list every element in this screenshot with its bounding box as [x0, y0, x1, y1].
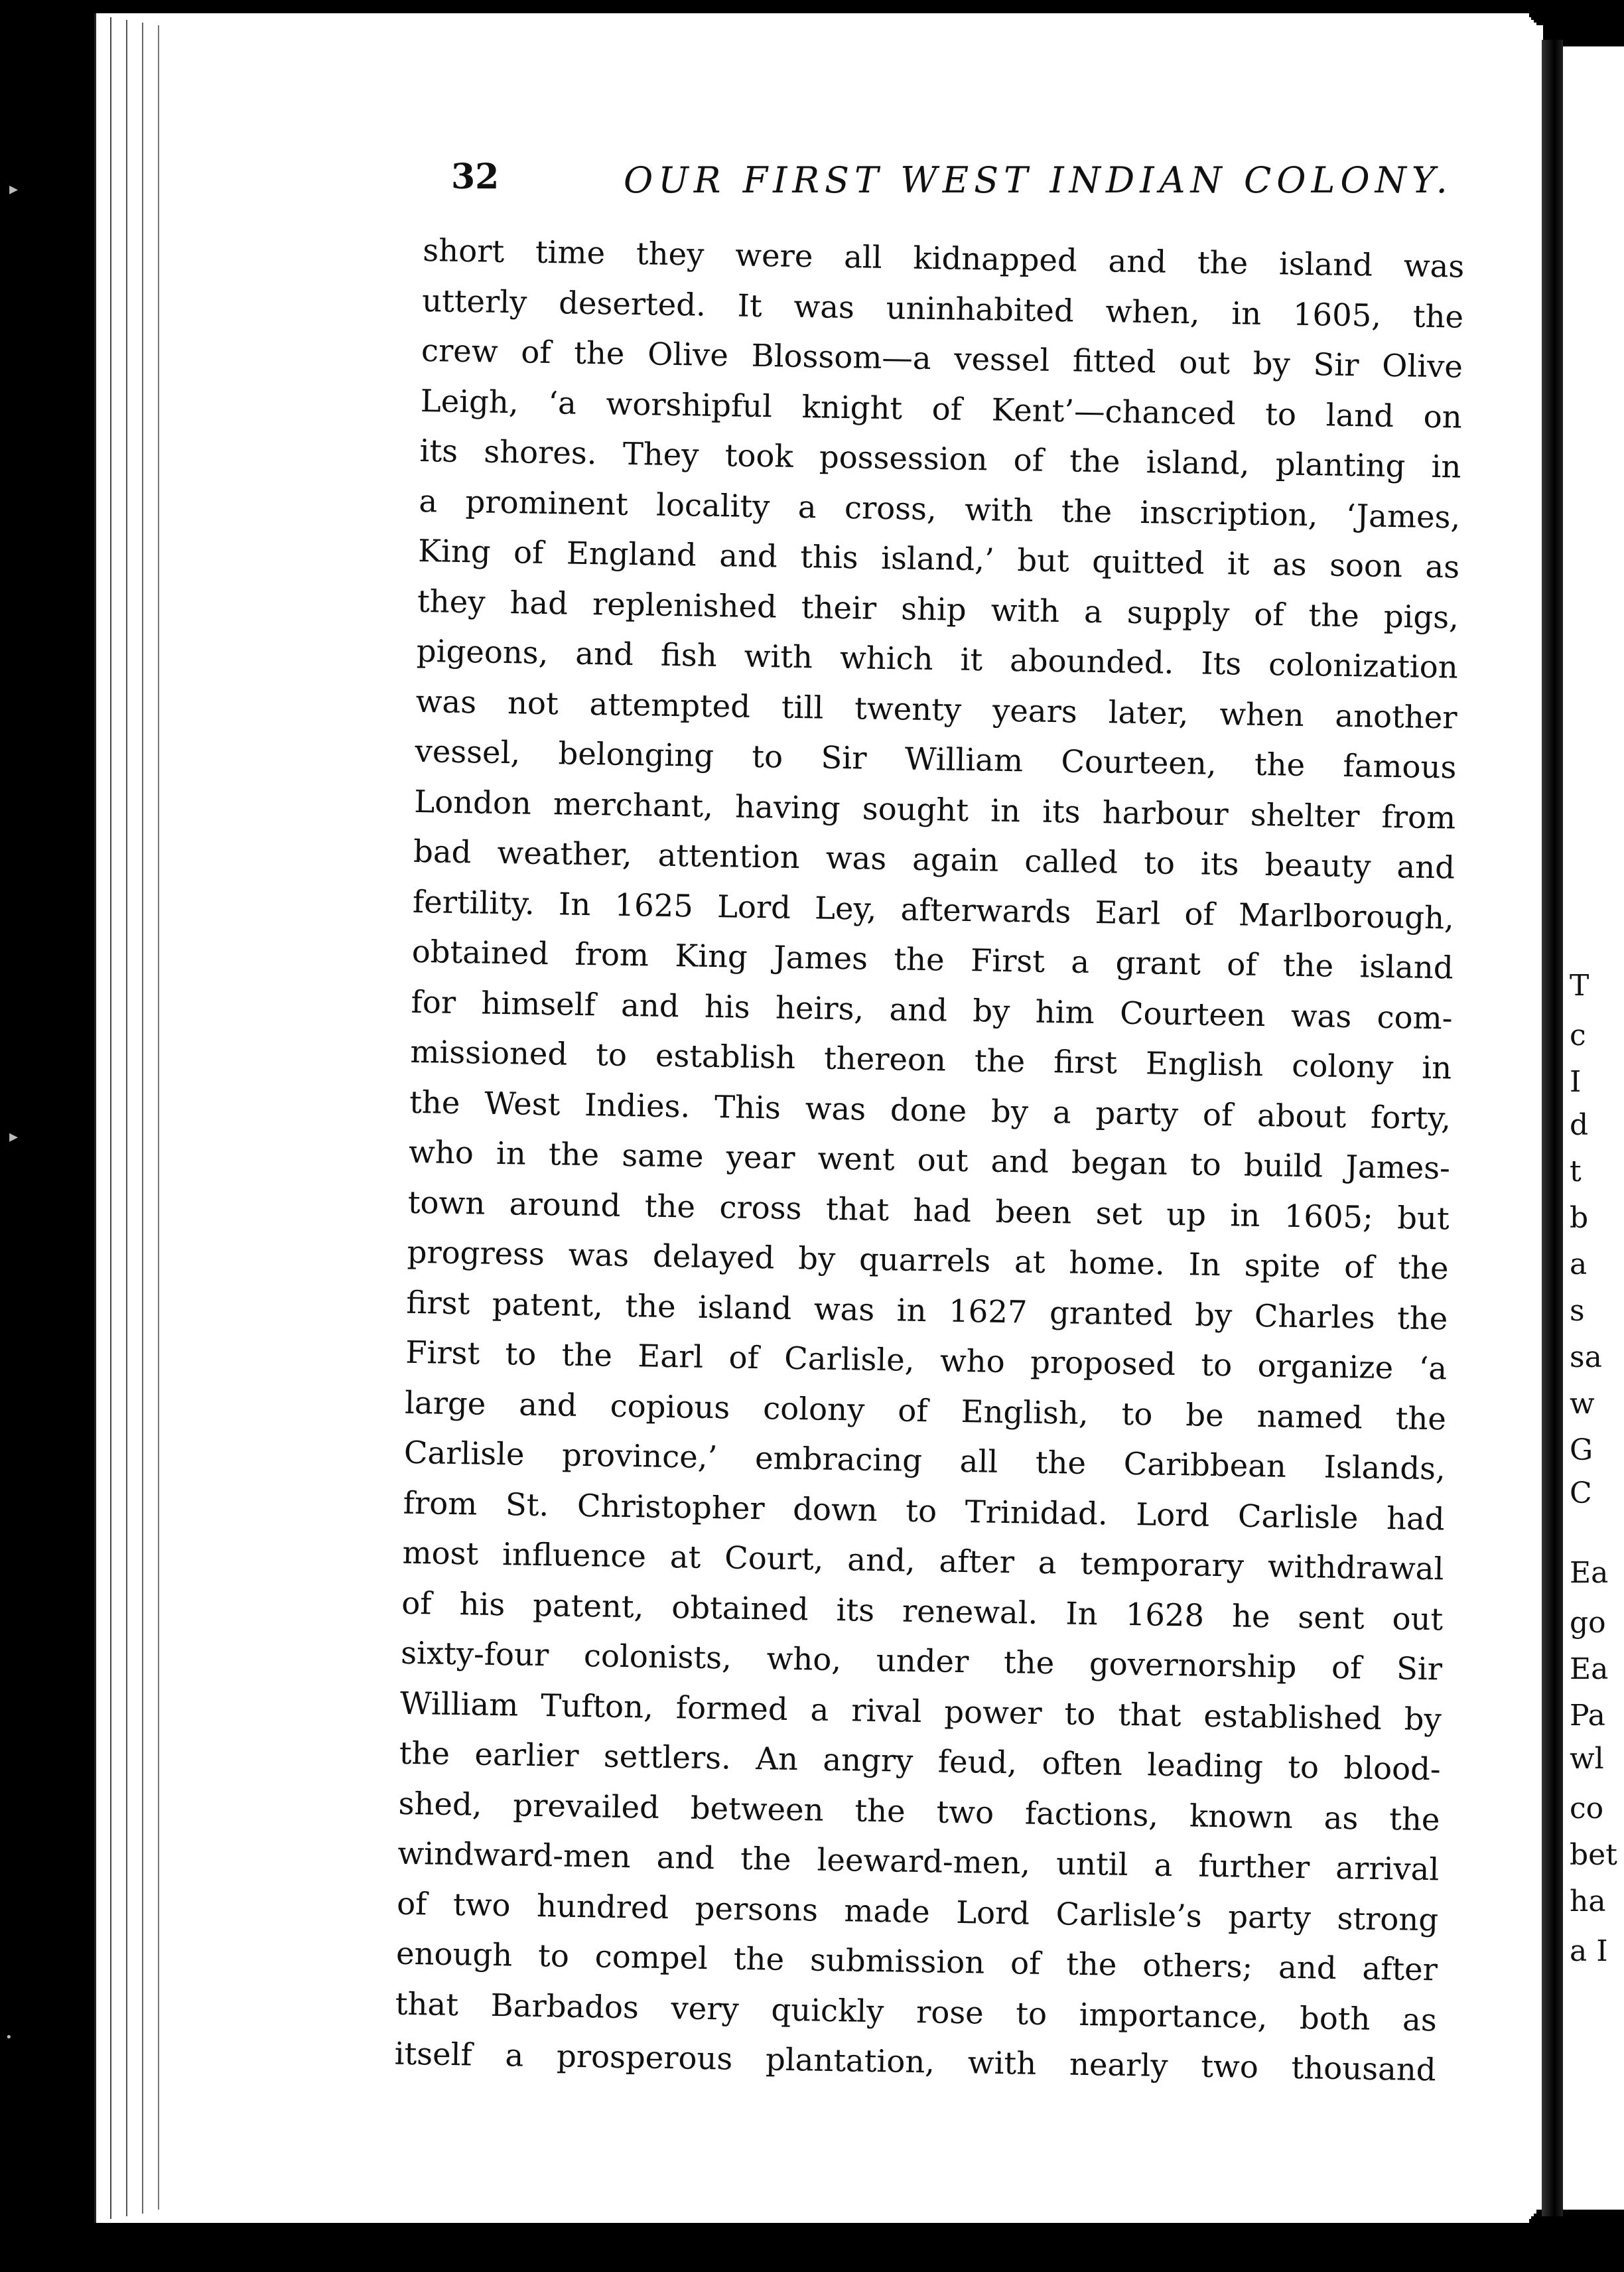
text-line: most influence at Court, and, after a temporary withdrawal	[402, 1534, 1444, 1587]
facing-page-fragment: t	[1570, 1155, 1582, 1188]
facing-page-fragment: a	[1570, 1247, 1588, 1281]
text-line: fertility. In 1625 Lord Ley, afterwards Earl of Marlborough,	[412, 883, 1455, 936]
text-line: who in the same year went out and began to build James-	[408, 1133, 1451, 1186]
facing-page-fragment: sa	[1570, 1340, 1602, 1374]
facing-page-fragment: ha	[1570, 1884, 1606, 1918]
facing-page	[1563, 46, 1624, 2210]
text-line: missioned to establish thereon the first English colony in	[410, 1033, 1452, 1086]
text-line: first patent, the island was in 1627 granted by Charles the	[406, 1284, 1448, 1336]
page-header	[451, 157, 1479, 210]
margin-mark: •	[5, 2030, 13, 2044]
text-line: King of England and this island,’ but quitted it as soon as	[417, 532, 1460, 585]
text-line: of his patent, obtained its renewal. In 1628 he sent out	[401, 1585, 1444, 1637]
text-line: pigeons, and fish with which it abounded. Its colonization	[416, 632, 1459, 685]
margin-mark: ▸	[9, 1127, 19, 1147]
page-number: 32	[451, 157, 500, 197]
margin-mark: ▸	[9, 179, 19, 199]
text-line: utterly deserted. It was uninhabited when, in 1605, the	[421, 282, 1464, 335]
text-line: Carlisle province,’ embracing all the Caribbean Islands,	[403, 1434, 1446, 1487]
facing-page-fragment: go	[1570, 1606, 1606, 1640]
text-line: from St. Christopher down to Trinidad. Lord Carlisle had	[403, 1484, 1446, 1537]
facing-page-fragment: Ea	[1570, 1556, 1609, 1590]
text-line: Leigh, ‘a worshipful knight of Kent’—chanced to land on	[420, 382, 1463, 435]
facing-page-fragment: T	[1570, 969, 1590, 1003]
text-line: for himself and his heirs, and by him Courteen was com-	[411, 983, 1453, 1036]
facing-page-fragment: b	[1570, 1201, 1589, 1235]
text-line: large and copious colony of English, to be named the	[404, 1384, 1447, 1437]
text-line: a prominent locality a cross, with the inscription, ‘James,	[419, 482, 1461, 535]
text-line: its shores. They took possession of the island, planting in	[419, 432, 1461, 485]
text-line: William Tufton, formed a rival power to that established by	[399, 1685, 1442, 1737]
text-line: London merchant, having sought in its harbour shelter from	[413, 783, 1456, 836]
facing-page-fragment: w	[1570, 1387, 1595, 1421]
text-line: windward-men and the leeward-men, until a further arrival	[397, 1835, 1440, 1888]
text-line: short time they were all kidnapped and the island was	[422, 232, 1465, 285]
facing-page-fragment: Ea	[1570, 1652, 1609, 1686]
facing-page-fragment: co	[1570, 1792, 1604, 1825]
text-line: First to the Earl of Carlisle, who proposed to organize ‘a	[405, 1334, 1448, 1387]
facing-page-fragment: I	[1570, 1065, 1582, 1099]
facing-page-fragment: G	[1570, 1433, 1593, 1467]
text-line: the West Indies. This was done by a party of about forty,	[409, 1084, 1452, 1136]
text-line: obtained from King James the First a grant of the island	[411, 933, 1454, 986]
gutter-shadow	[1542, 40, 1563, 2216]
facing-page-fragment: C	[1570, 1476, 1592, 1510]
body-text	[394, 226, 1465, 2095]
text-line: shed, prevailed between the two factions, known as the	[398, 1785, 1440, 1837]
running-title: OUR FIRST WEST INDIAN COLONY.	[624, 159, 1453, 201]
text-line: progress was delayed by quarrels at home. In spite of the	[407, 1234, 1449, 1287]
text-line: sixty-four colonists, who, under the governorship of Sir	[400, 1634, 1443, 1687]
facing-page-fragment: a I	[1570, 1934, 1608, 1968]
facing-page-fragment: s	[1570, 1294, 1585, 1328]
text-line: was not attempted till twenty years later, when another	[415, 683, 1457, 736]
text-line: town around the cross that had been set up in 1605; but	[407, 1184, 1450, 1236]
text-line: bad weather, attention was again called to its beauty and	[413, 833, 1455, 886]
facing-page-fragment: Pa	[1570, 1699, 1605, 1733]
facing-page-fragment: wl	[1570, 1742, 1604, 1776]
text-line: the earlier settlers. An angry feud, often leading to blood-	[399, 1735, 1442, 1788]
text-line: they had replenished their ship with a supply of the pigs,	[417, 583, 1459, 636]
text-line: crew of the Olive Blossom—a vessel fitted out by Sir Olive	[421, 332, 1463, 385]
text-line: enough to compel the submission of the others; and after	[395, 1935, 1438, 1988]
text-line: vessel, belonging to Sir William Courteen, the famous	[415, 733, 1457, 786]
facing-page-fragment: c	[1570, 1019, 1586, 1052]
text-line: itself a prosperous plantation, with nearly two thousand	[394, 2035, 1436, 2088]
facing-page-fragment: d	[1570, 1108, 1589, 1142]
facing-page-fragment: bet	[1570, 1838, 1617, 1872]
text-line: that Barbados very quickly rose to importance, both as	[395, 1985, 1438, 2038]
text-line: of two hundred persons made Lord Carlisle’s party strong	[396, 1885, 1439, 1938]
